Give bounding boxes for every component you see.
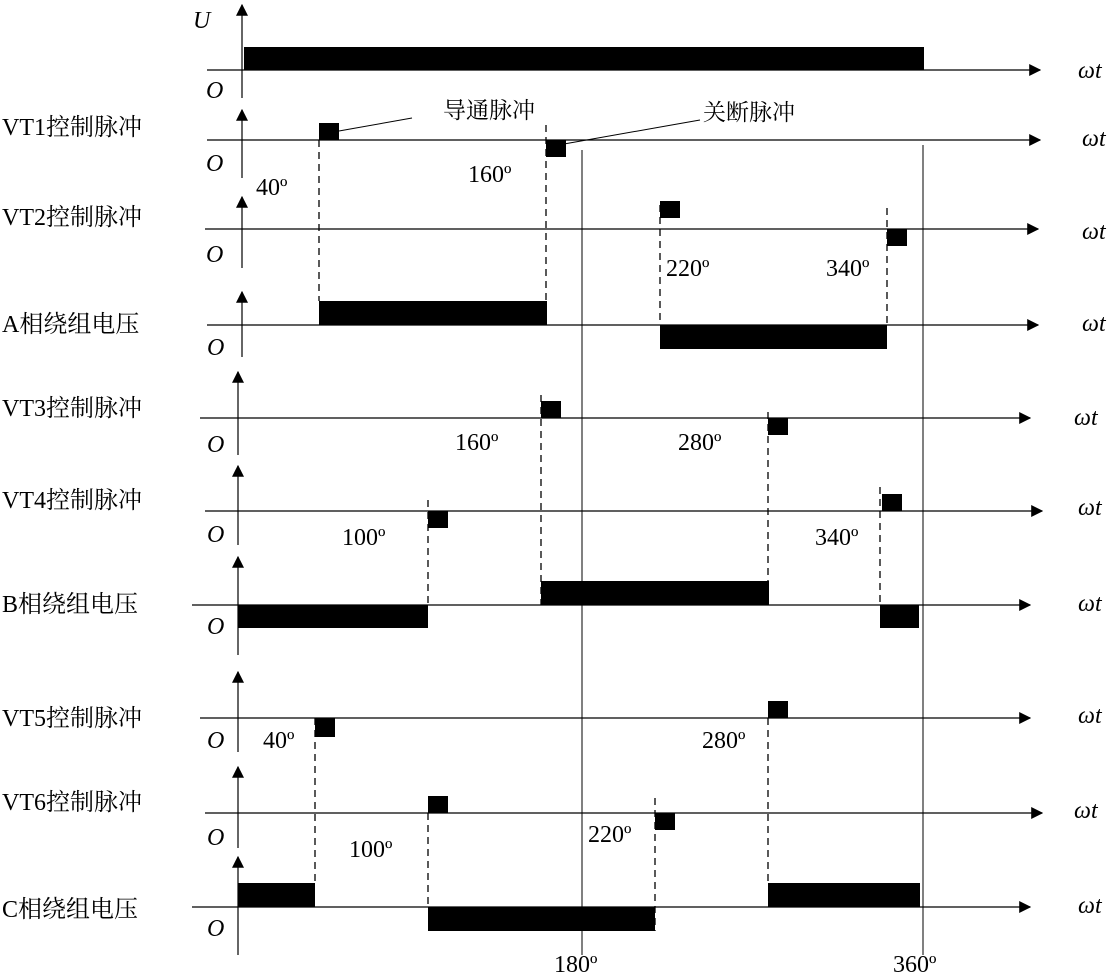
row-label-vt6: VT6控制脉冲 [2, 790, 142, 816]
origin-label: O [207, 916, 225, 942]
origin-label: O [206, 78, 224, 104]
row-label-vt1: VT1控制脉冲 [2, 115, 142, 141]
row-label-vt2: VT2控制脉冲 [2, 205, 142, 231]
time-axis-label: ωt [1082, 126, 1106, 152]
phase-b-bar-positive [541, 581, 769, 605]
vt4-on-pulse [882, 494, 902, 511]
row-label-phase-a: A相绕组电压 [2, 312, 140, 338]
time-axis-label: ωt [1078, 495, 1102, 521]
angle-label: 40º [256, 175, 288, 201]
angle-label: 280º [702, 728, 746, 754]
origin-label: O [207, 728, 225, 754]
vt2-off-pulse [887, 229, 907, 246]
callouts [443, 98, 795, 126]
vt1-off-pulse [546, 140, 566, 157]
angle-label: 100º [342, 525, 386, 551]
angle-label: 340º [815, 525, 859, 551]
vt3-on-pulse [541, 401, 561, 418]
time-axis-label: ωt [1082, 219, 1106, 245]
phase-b-bar-negative-2 [880, 605, 919, 628]
angle-label: 100º [349, 837, 393, 863]
row-label-phase-b: B相绕组电压 [2, 592, 139, 618]
vt5-on-pulse [768, 701, 788, 718]
origin-label: O [207, 825, 225, 851]
time-axis-label: ωt [1082, 311, 1106, 337]
time-axes [192, 70, 1042, 907]
angle-label: 160º [468, 162, 512, 188]
vt3-off-pulse [768, 418, 788, 435]
row-label-vt4: VT4控制脉冲 [2, 488, 142, 514]
leader-on-pulse [339, 118, 412, 131]
time-axis-label: ωt [1078, 591, 1102, 617]
row-label-vt5: VT5控制脉冲 [2, 706, 142, 732]
row-label-phase-c: C相绕组电压 [2, 897, 139, 923]
tick-label-180: 180º [554, 952, 598, 974]
angle-label: 160º [455, 430, 499, 456]
reference-lines [582, 145, 923, 955]
angle-labels [256, 162, 870, 863]
phase-c-bar-positive-1 [238, 883, 315, 907]
vt5-off-pulse [315, 718, 335, 737]
time-axis-label: ωt [1078, 58, 1102, 84]
row-labels [2, 114, 142, 923]
time-axis-label: ωt [1074, 405, 1098, 431]
origin-label: O [207, 432, 225, 458]
angle-label: 220º [588, 822, 632, 848]
tick-label-360: 360º [893, 952, 937, 974]
waveforms [238, 47, 924, 931]
y-axis-label: U [193, 8, 211, 34]
origin-label: O [207, 522, 225, 548]
angle-label: 220º [666, 256, 710, 282]
time-axis-label: ωt [1078, 893, 1102, 919]
vt6-off-pulse [655, 813, 675, 830]
on-pulse-callout: 导通脉冲 [443, 98, 535, 124]
dashed-transitions [315, 125, 887, 931]
angle-label: 280º [678, 430, 722, 456]
time-axis-label: ωt [1074, 798, 1098, 824]
origin-label: O [206, 242, 224, 268]
phase-a-bar-positive [319, 301, 547, 325]
row-label-vt3: VT3控制脉冲 [2, 396, 142, 422]
angle-label: 40º [263, 728, 295, 754]
vt2-on-pulse [660, 201, 680, 218]
origin-label: O [206, 151, 224, 177]
phase-b-bar-negative-1 [238, 605, 428, 628]
time-axis-label: ωt [1078, 703, 1102, 729]
phase-c-bar-negative [428, 907, 655, 931]
phase-c-bar-positive-2 [768, 883, 920, 907]
origin-label: O [207, 335, 225, 361]
phase-a-bar-negative [660, 325, 887, 349]
bottom-ticks [554, 952, 937, 974]
vt4-off-pulse [428, 511, 448, 528]
origin-label: O [207, 614, 225, 640]
axis-letters [193, 8, 1107, 942]
vt6-on-pulse [428, 796, 448, 813]
supply-voltage-bar [244, 47, 924, 70]
off-pulse-callout: 关断脉冲 [703, 100, 795, 126]
angle-label: 340º [826, 256, 870, 282]
vt1-on-pulse [319, 123, 339, 140]
